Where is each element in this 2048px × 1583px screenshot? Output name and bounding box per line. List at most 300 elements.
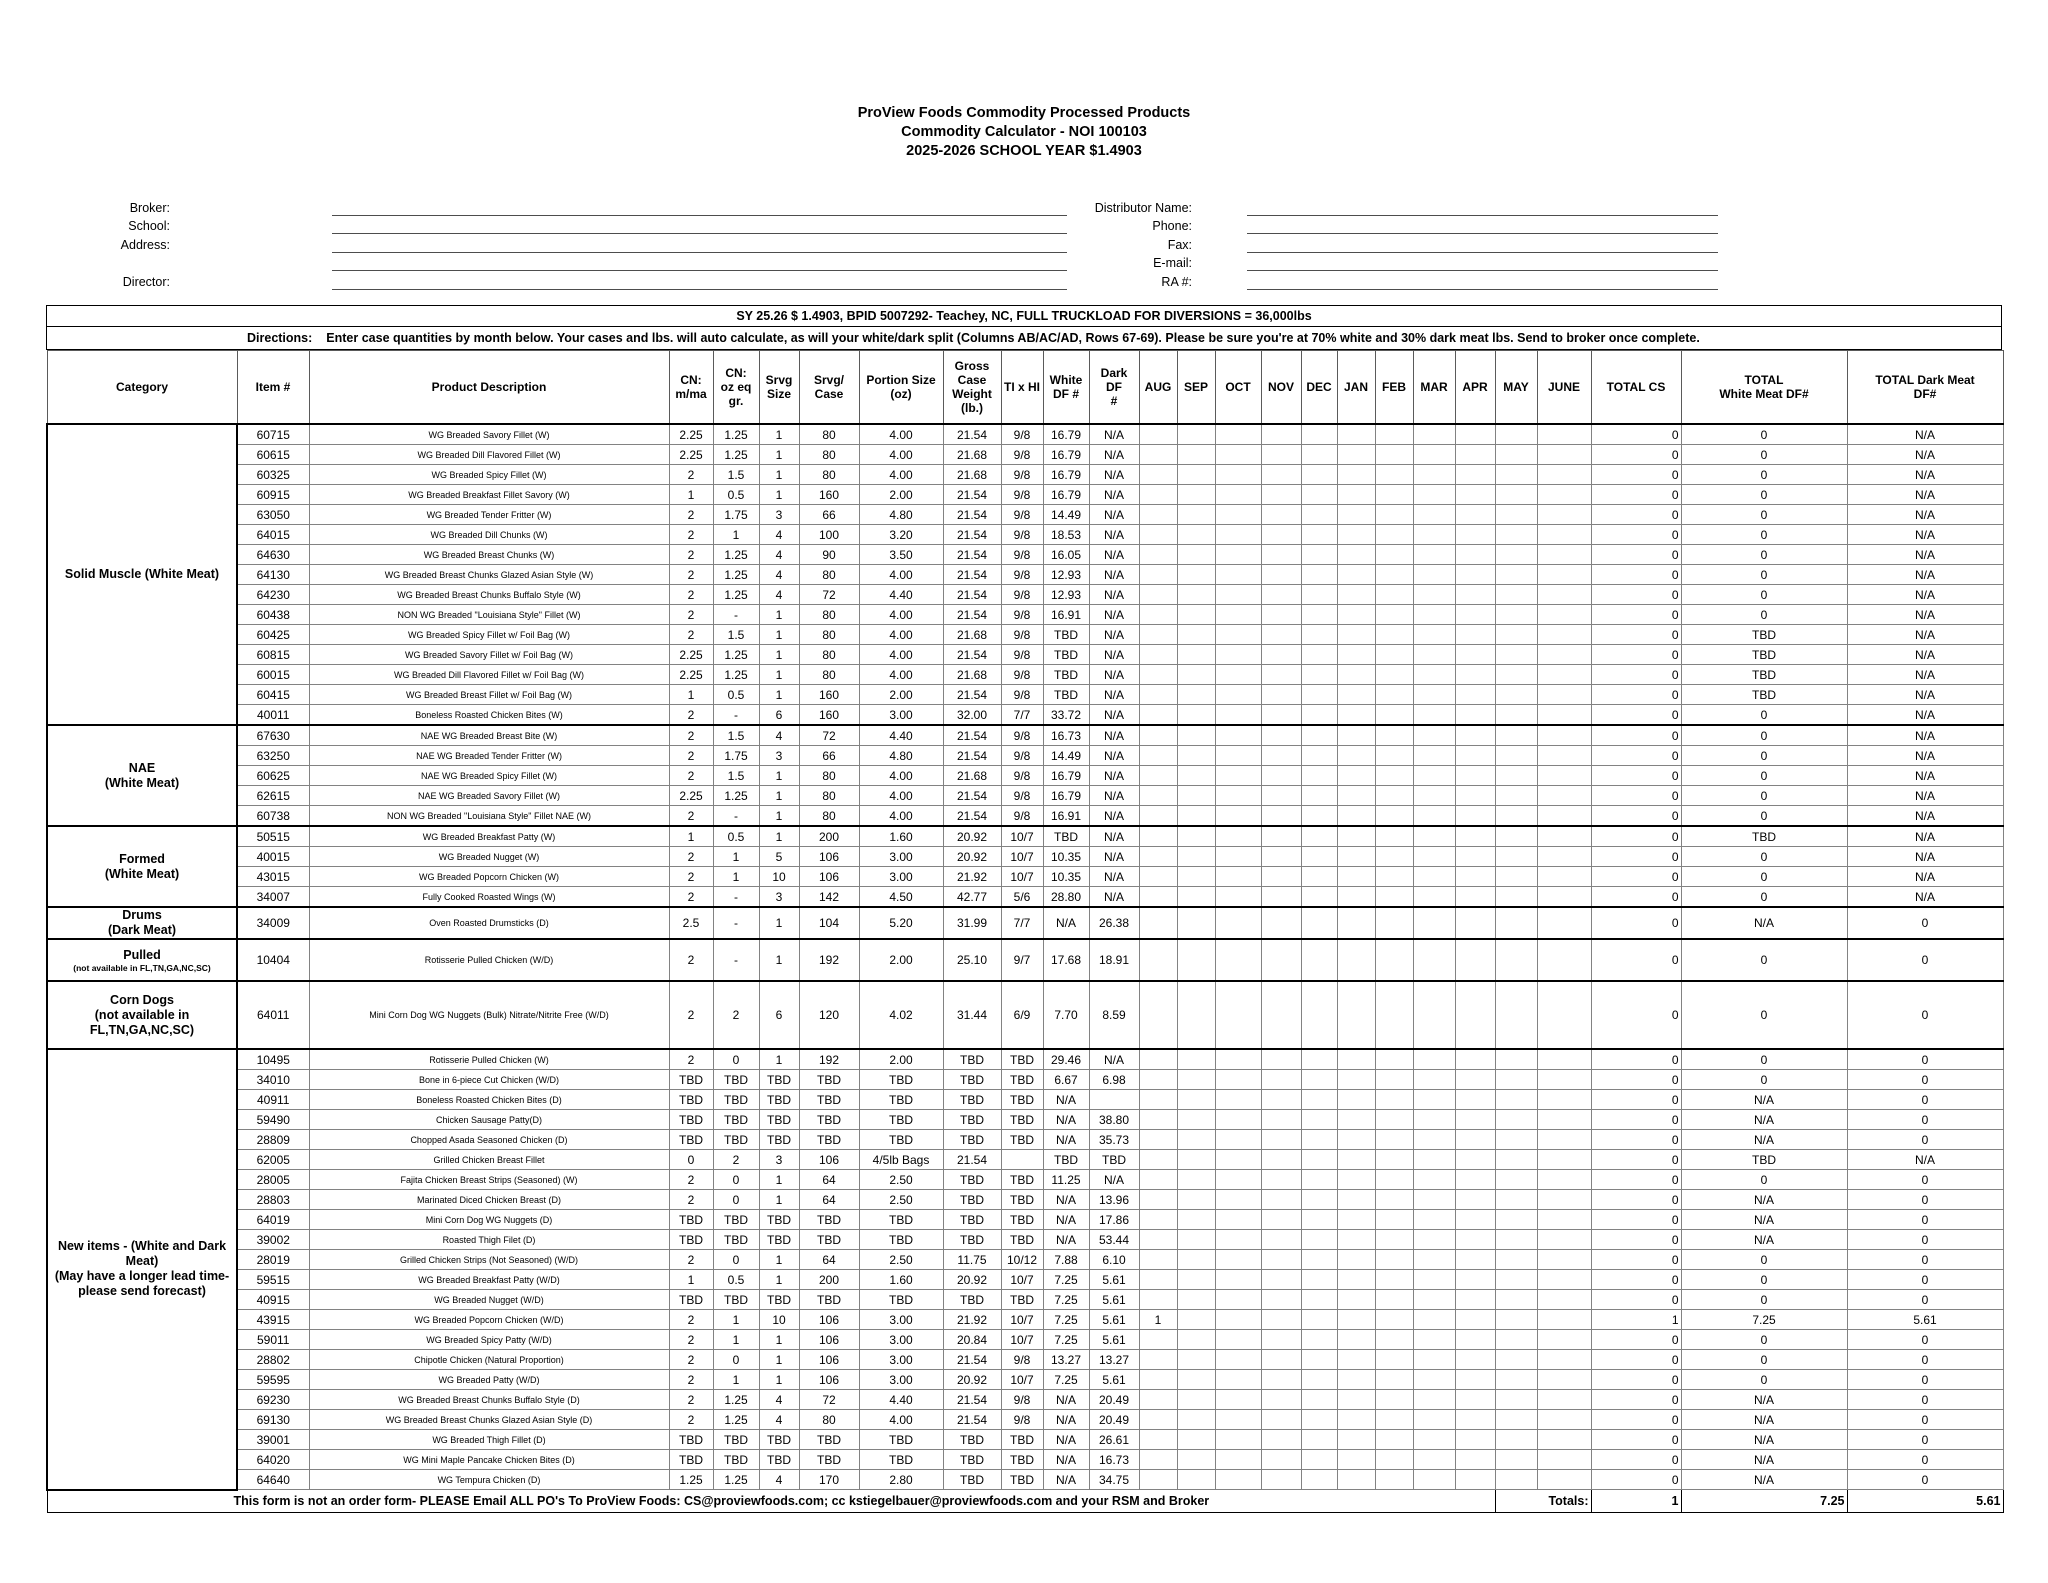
month-qty-cell[interactable] — [1215, 1390, 1261, 1410]
month-qty-cell[interactable] — [1261, 485, 1301, 505]
month-qty-cell[interactable] — [1455, 1190, 1495, 1210]
month-qty-cell[interactable] — [1413, 1390, 1455, 1410]
month-qty-cell[interactable] — [1455, 847, 1495, 867]
month-qty-cell[interactable] — [1301, 725, 1337, 746]
month-qty-cell[interactable] — [1375, 424, 1413, 445]
month-qty-cell[interactable] — [1495, 806, 1537, 827]
month-qty-cell[interactable] — [1413, 545, 1455, 565]
month-qty-cell[interactable] — [1139, 1270, 1177, 1290]
month-qty-cell[interactable] — [1455, 1049, 1495, 1070]
month-qty-cell[interactable] — [1537, 1049, 1591, 1070]
month-qty-cell[interactable] — [1337, 465, 1375, 485]
month-qty-cell[interactable] — [1139, 1090, 1177, 1110]
month-qty-cell[interactable] — [1337, 826, 1375, 847]
month-qty-cell[interactable] — [1537, 485, 1591, 505]
month-qty-cell[interactable] — [1537, 1350, 1591, 1370]
month-qty-cell[interactable] — [1215, 525, 1261, 545]
month-qty-cell[interactable] — [1495, 1049, 1537, 1070]
month-qty-cell[interactable] — [1177, 1390, 1215, 1410]
month-qty-cell[interactable] — [1455, 685, 1495, 705]
month-qty-cell[interactable] — [1455, 1150, 1495, 1170]
month-qty-cell[interactable] — [1537, 625, 1591, 645]
month-qty-cell[interactable] — [1139, 907, 1177, 939]
month-qty-cell[interactable] — [1537, 786, 1591, 806]
month-qty-cell[interactable] — [1177, 585, 1215, 605]
month-qty-cell[interactable] — [1375, 1370, 1413, 1390]
month-qty-cell[interactable] — [1301, 665, 1337, 685]
month-qty-cell[interactable] — [1139, 1250, 1177, 1270]
month-qty-cell[interactable] — [1177, 939, 1215, 981]
month-qty-cell[interactable] — [1375, 1150, 1413, 1170]
month-qty-cell[interactable] — [1177, 485, 1215, 505]
month-qty-cell[interactable] — [1177, 1270, 1215, 1290]
month-qty-cell[interactable] — [1413, 1430, 1455, 1450]
month-qty-cell[interactable] — [1301, 1070, 1337, 1090]
month-qty-cell[interactable] — [1139, 1070, 1177, 1090]
month-qty-cell[interactable] — [1301, 585, 1337, 605]
month-qty-cell[interactable] — [1455, 445, 1495, 465]
month-qty-cell[interactable] — [1215, 1290, 1261, 1310]
month-qty-cell[interactable] — [1139, 1450, 1177, 1470]
month-qty-cell[interactable] — [1337, 1390, 1375, 1410]
month-qty-cell[interactable] — [1413, 1150, 1455, 1170]
month-qty-cell[interactable] — [1375, 685, 1413, 705]
month-qty-cell[interactable] — [1139, 806, 1177, 827]
month-qty-cell[interactable] — [1215, 565, 1261, 585]
month-qty-cell[interactable] — [1375, 585, 1413, 605]
month-qty-cell[interactable] — [1301, 565, 1337, 585]
month-qty-cell[interactable] — [1337, 645, 1375, 665]
month-qty-cell[interactable] — [1301, 746, 1337, 766]
month-qty-cell[interactable] — [1375, 605, 1413, 625]
month-qty-cell[interactable] — [1139, 1110, 1177, 1130]
month-qty-cell[interactable] — [1455, 981, 1495, 1049]
month-qty-cell[interactable] — [1455, 705, 1495, 726]
month-qty-cell[interactable] — [1301, 445, 1337, 465]
month-qty-cell[interactable] — [1337, 746, 1375, 766]
month-qty-cell[interactable] — [1215, 1230, 1261, 1250]
month-qty-cell[interactable] — [1375, 1290, 1413, 1310]
month-qty-cell[interactable] — [1495, 705, 1537, 726]
month-qty-cell[interactable] — [1537, 525, 1591, 545]
month-qty-cell[interactable] — [1301, 1210, 1337, 1230]
month-qty-cell[interactable] — [1455, 725, 1495, 746]
month-qty-cell[interactable] — [1215, 424, 1261, 445]
month-qty-cell[interactable] — [1139, 1290, 1177, 1310]
month-qty-cell[interactable] — [1301, 939, 1337, 981]
month-qty-cell[interactable] — [1177, 505, 1215, 525]
month-qty-cell[interactable] — [1139, 1049, 1177, 1070]
month-qty-cell[interactable]: 1 — [1139, 1310, 1177, 1330]
month-qty-cell[interactable] — [1177, 1110, 1215, 1130]
month-qty-cell[interactable] — [1177, 847, 1215, 867]
month-qty-cell[interactable] — [1455, 1330, 1495, 1350]
month-qty-cell[interactable] — [1301, 887, 1337, 908]
month-qty-cell[interactable] — [1537, 1270, 1591, 1290]
month-qty-cell[interactable] — [1261, 1410, 1301, 1430]
month-qty-cell[interactable] — [1177, 1049, 1215, 1070]
month-qty-cell[interactable] — [1495, 645, 1537, 665]
month-qty-cell[interactable] — [1177, 725, 1215, 746]
month-qty-cell[interactable] — [1537, 907, 1591, 939]
month-qty-cell[interactable] — [1495, 465, 1537, 485]
month-qty-cell[interactable] — [1337, 525, 1375, 545]
month-qty-cell[interactable] — [1139, 445, 1177, 465]
month-qty-cell[interactable] — [1375, 826, 1413, 847]
month-qty-cell[interactable] — [1455, 465, 1495, 485]
month-qty-cell[interactable] — [1215, 665, 1261, 685]
month-qty-cell[interactable] — [1337, 424, 1375, 445]
month-qty-cell[interactable] — [1537, 645, 1591, 665]
month-qty-cell[interactable] — [1215, 1130, 1261, 1150]
month-qty-cell[interactable] — [1375, 766, 1413, 786]
month-qty-cell[interactable] — [1261, 907, 1301, 939]
month-qty-cell[interactable] — [1139, 1210, 1177, 1230]
month-qty-cell[interactable] — [1455, 887, 1495, 908]
month-qty-cell[interactable] — [1261, 1049, 1301, 1070]
month-qty-cell[interactable] — [1537, 605, 1591, 625]
month-qty-cell[interactable] — [1139, 1230, 1177, 1250]
month-qty-cell[interactable] — [1139, 1390, 1177, 1410]
month-qty-cell[interactable] — [1495, 981, 1537, 1049]
month-qty-cell[interactable] — [1301, 1450, 1337, 1470]
month-qty-cell[interactable] — [1495, 1270, 1537, 1290]
month-qty-cell[interactable] — [1537, 565, 1591, 585]
month-qty-cell[interactable] — [1413, 847, 1455, 867]
month-qty-cell[interactable] — [1455, 1310, 1495, 1330]
month-qty-cell[interactable] — [1337, 1410, 1375, 1430]
month-qty-cell[interactable] — [1301, 1090, 1337, 1110]
month-qty-cell[interactable] — [1301, 605, 1337, 625]
month-qty-cell[interactable] — [1301, 806, 1337, 827]
month-qty-cell[interactable] — [1139, 565, 1177, 585]
month-qty-cell[interactable] — [1261, 645, 1301, 665]
month-qty-cell[interactable] — [1455, 1450, 1495, 1470]
month-qty-cell[interactable] — [1215, 1150, 1261, 1170]
month-qty-cell[interactable] — [1495, 1350, 1537, 1370]
month-qty-cell[interactable] — [1375, 1210, 1413, 1230]
month-qty-cell[interactable] — [1537, 1310, 1591, 1330]
month-qty-cell[interactable] — [1413, 1230, 1455, 1250]
month-qty-cell[interactable] — [1337, 625, 1375, 645]
month-qty-cell[interactable] — [1413, 786, 1455, 806]
month-qty-cell[interactable] — [1537, 1250, 1591, 1270]
month-qty-cell[interactable] — [1337, 847, 1375, 867]
month-qty-cell[interactable] — [1177, 1130, 1215, 1150]
month-qty-cell[interactable] — [1215, 1370, 1261, 1390]
month-qty-cell[interactable] — [1177, 826, 1215, 847]
month-qty-cell[interactable] — [1177, 1350, 1215, 1370]
month-qty-cell[interactable] — [1301, 847, 1337, 867]
month-qty-cell[interactable] — [1455, 545, 1495, 565]
month-qty-cell[interactable] — [1495, 1190, 1537, 1210]
month-qty-cell[interactable] — [1177, 1450, 1215, 1470]
month-qty-cell[interactable] — [1215, 907, 1261, 939]
month-qty-cell[interactable] — [1177, 867, 1215, 887]
month-qty-cell[interactable] — [1301, 505, 1337, 525]
month-qty-cell[interactable] — [1495, 786, 1537, 806]
month-qty-cell[interactable] — [1455, 1070, 1495, 1090]
month-qty-cell[interactable] — [1413, 1270, 1455, 1290]
month-qty-cell[interactable] — [1177, 1230, 1215, 1250]
month-qty-cell[interactable] — [1413, 1370, 1455, 1390]
month-qty-cell[interactable] — [1177, 445, 1215, 465]
month-qty-cell[interactable] — [1139, 826, 1177, 847]
month-qty-cell[interactable] — [1413, 1090, 1455, 1110]
month-qty-cell[interactable] — [1413, 746, 1455, 766]
month-qty-cell[interactable] — [1337, 867, 1375, 887]
month-qty-cell[interactable] — [1177, 1290, 1215, 1310]
month-qty-cell[interactable] — [1301, 867, 1337, 887]
month-qty-cell[interactable] — [1337, 485, 1375, 505]
month-qty-cell[interactable] — [1455, 525, 1495, 545]
month-qty-cell[interactable] — [1455, 786, 1495, 806]
month-qty-cell[interactable] — [1413, 1210, 1455, 1230]
month-qty-cell[interactable] — [1215, 939, 1261, 981]
month-qty-cell[interactable] — [1261, 625, 1301, 645]
month-qty-cell[interactable] — [1537, 1330, 1591, 1350]
month-qty-cell[interactable] — [1375, 1450, 1413, 1470]
month-qty-cell[interactable] — [1261, 1190, 1301, 1210]
month-qty-cell[interactable] — [1455, 585, 1495, 605]
month-qty-cell[interactable] — [1495, 766, 1537, 786]
month-qty-cell[interactable] — [1215, 625, 1261, 645]
month-qty-cell[interactable] — [1337, 887, 1375, 908]
month-qty-cell[interactable] — [1337, 1350, 1375, 1370]
month-qty-cell[interactable] — [1375, 1130, 1413, 1150]
month-qty-cell[interactable] — [1337, 939, 1375, 981]
month-qty-cell[interactable] — [1337, 1170, 1375, 1190]
month-qty-cell[interactable] — [1215, 1070, 1261, 1090]
month-qty-cell[interactable] — [1375, 645, 1413, 665]
month-qty-cell[interactable] — [1537, 424, 1591, 445]
month-qty-cell[interactable] — [1413, 1170, 1455, 1190]
month-qty-cell[interactable] — [1413, 1130, 1455, 1150]
month-qty-cell[interactable] — [1337, 705, 1375, 726]
month-qty-cell[interactable] — [1261, 525, 1301, 545]
month-qty-cell[interactable] — [1301, 1270, 1337, 1290]
month-qty-cell[interactable] — [1413, 665, 1455, 685]
month-qty-cell[interactable] — [1301, 1330, 1337, 1350]
month-qty-cell[interactable] — [1455, 1430, 1495, 1450]
month-qty-cell[interactable] — [1413, 705, 1455, 726]
month-qty-cell[interactable] — [1537, 766, 1591, 786]
month-qty-cell[interactable] — [1455, 806, 1495, 827]
month-qty-cell[interactable] — [1301, 1390, 1337, 1410]
month-qty-cell[interactable] — [1495, 545, 1537, 565]
month-qty-cell[interactable] — [1413, 907, 1455, 939]
month-qty-cell[interactable] — [1337, 1090, 1375, 1110]
month-qty-cell[interactable] — [1413, 981, 1455, 1049]
month-qty-cell[interactable] — [1455, 1270, 1495, 1290]
address-input-line-2[interactable] — [332, 252, 1067, 272]
month-qty-cell[interactable] — [1375, 1330, 1413, 1350]
month-qty-cell[interactable] — [1261, 1090, 1301, 1110]
month-qty-cell[interactable] — [1261, 1270, 1301, 1290]
month-qty-cell[interactable] — [1215, 1090, 1261, 1110]
month-qty-cell[interactable] — [1139, 705, 1177, 726]
month-qty-cell[interactable] — [1139, 867, 1177, 887]
month-qty-cell[interactable] — [1215, 1350, 1261, 1370]
month-qty-cell[interactable] — [1413, 1070, 1455, 1090]
month-qty-cell[interactable] — [1139, 685, 1177, 705]
month-qty-cell[interactable] — [1455, 424, 1495, 445]
month-qty-cell[interactable] — [1261, 605, 1301, 625]
month-qty-cell[interactable] — [1455, 766, 1495, 786]
month-qty-cell[interactable] — [1455, 907, 1495, 939]
month-qty-cell[interactable] — [1261, 826, 1301, 847]
month-qty-cell[interactable] — [1177, 1430, 1215, 1450]
month-qty-cell[interactable] — [1301, 1230, 1337, 1250]
month-qty-cell[interactable] — [1139, 605, 1177, 625]
month-qty-cell[interactable] — [1139, 725, 1177, 746]
month-qty-cell[interactable] — [1301, 645, 1337, 665]
broker-input-line[interactable] — [332, 196, 1067, 216]
month-qty-cell[interactable] — [1495, 939, 1537, 981]
month-qty-cell[interactable] — [1177, 1410, 1215, 1430]
month-qty-cell[interactable] — [1375, 725, 1413, 746]
month-qty-cell[interactable] — [1337, 445, 1375, 465]
month-qty-cell[interactable] — [1495, 1210, 1537, 1230]
month-qty-cell[interactable] — [1301, 786, 1337, 806]
month-qty-cell[interactable] — [1375, 746, 1413, 766]
month-qty-cell[interactable] — [1495, 685, 1537, 705]
month-qty-cell[interactable] — [1301, 625, 1337, 645]
month-qty-cell[interactable] — [1139, 939, 1177, 981]
month-qty-cell[interactable] — [1495, 1390, 1537, 1410]
month-qty-cell[interactable] — [1337, 725, 1375, 746]
month-qty-cell[interactable] — [1261, 746, 1301, 766]
month-qty-cell[interactable] — [1177, 1250, 1215, 1270]
month-qty-cell[interactable] — [1261, 1310, 1301, 1330]
month-qty-cell[interactable] — [1139, 746, 1177, 766]
month-qty-cell[interactable] — [1495, 665, 1537, 685]
month-qty-cell[interactable] — [1375, 806, 1413, 827]
month-qty-cell[interactable] — [1537, 1090, 1591, 1110]
month-qty-cell[interactable] — [1413, 424, 1455, 445]
month-qty-cell[interactable] — [1495, 1450, 1537, 1470]
month-qty-cell[interactable] — [1455, 665, 1495, 685]
month-qty-cell[interactable] — [1495, 1250, 1537, 1270]
month-qty-cell[interactable] — [1139, 585, 1177, 605]
month-qty-cell[interactable] — [1537, 685, 1591, 705]
month-qty-cell[interactable] — [1537, 1290, 1591, 1310]
month-qty-cell[interactable] — [1261, 847, 1301, 867]
month-qty-cell[interactable] — [1337, 907, 1375, 939]
month-qty-cell[interactable] — [1301, 705, 1337, 726]
month-qty-cell[interactable] — [1177, 545, 1215, 565]
month-qty-cell[interactable] — [1455, 1250, 1495, 1270]
month-qty-cell[interactable] — [1301, 1190, 1337, 1210]
month-qty-cell[interactable] — [1139, 625, 1177, 645]
month-qty-cell[interactable] — [1413, 645, 1455, 665]
month-qty-cell[interactable] — [1301, 826, 1337, 847]
month-qty-cell[interactable] — [1375, 1110, 1413, 1130]
month-qty-cell[interactable] — [1139, 505, 1177, 525]
month-qty-cell[interactable] — [1261, 786, 1301, 806]
month-qty-cell[interactable] — [1413, 867, 1455, 887]
month-qty-cell[interactable] — [1139, 1350, 1177, 1370]
phone-input-line[interactable] — [1247, 215, 1718, 235]
month-qty-cell[interactable] — [1301, 465, 1337, 485]
month-qty-cell[interactable] — [1537, 725, 1591, 746]
month-qty-cell[interactable] — [1375, 445, 1413, 465]
month-qty-cell[interactable] — [1537, 867, 1591, 887]
month-qty-cell[interactable] — [1139, 665, 1177, 685]
month-qty-cell[interactable] — [1537, 847, 1591, 867]
month-qty-cell[interactable] — [1375, 1350, 1413, 1370]
month-qty-cell[interactable] — [1537, 1150, 1591, 1170]
month-qty-cell[interactable] — [1215, 847, 1261, 867]
month-qty-cell[interactable] — [1537, 939, 1591, 981]
month-qty-cell[interactable] — [1455, 1410, 1495, 1430]
month-qty-cell[interactable] — [1261, 1110, 1301, 1130]
month-qty-cell[interactable] — [1301, 1130, 1337, 1150]
month-qty-cell[interactable] — [1495, 1290, 1537, 1310]
month-qty-cell[interactable] — [1455, 645, 1495, 665]
month-qty-cell[interactable] — [1495, 1370, 1537, 1390]
month-qty-cell[interactable] — [1455, 1350, 1495, 1370]
month-qty-cell[interactable] — [1413, 485, 1455, 505]
month-qty-cell[interactable] — [1215, 806, 1261, 827]
month-qty-cell[interactable] — [1413, 505, 1455, 525]
month-qty-cell[interactable] — [1261, 705, 1301, 726]
month-qty-cell[interactable] — [1455, 605, 1495, 625]
month-qty-cell[interactable] — [1261, 1170, 1301, 1190]
month-qty-cell[interactable] — [1537, 705, 1591, 726]
month-qty-cell[interactable] — [1495, 867, 1537, 887]
month-qty-cell[interactable] — [1337, 685, 1375, 705]
month-qty-cell[interactable] — [1215, 867, 1261, 887]
month-qty-cell[interactable] — [1413, 445, 1455, 465]
month-qty-cell[interactable] — [1261, 1290, 1301, 1310]
email-input-line[interactable] — [1247, 252, 1718, 272]
month-qty-cell[interactable] — [1177, 424, 1215, 445]
month-qty-cell[interactable] — [1261, 545, 1301, 565]
month-qty-cell[interactable] — [1139, 1410, 1177, 1430]
month-qty-cell[interactable] — [1139, 485, 1177, 505]
month-qty-cell[interactable] — [1177, 665, 1215, 685]
month-qty-cell[interactable] — [1261, 1450, 1301, 1470]
month-qty-cell[interactable] — [1215, 485, 1261, 505]
month-qty-cell[interactable] — [1301, 424, 1337, 445]
month-qty-cell[interactable] — [1177, 806, 1215, 827]
month-qty-cell[interactable] — [1375, 907, 1413, 939]
month-qty-cell[interactable] — [1215, 465, 1261, 485]
month-qty-cell[interactable] — [1495, 1090, 1537, 1110]
month-qty-cell[interactable] — [1301, 1110, 1337, 1130]
month-qty-cell[interactable] — [1177, 887, 1215, 908]
month-qty-cell[interactable] — [1455, 565, 1495, 585]
month-qty-cell[interactable] — [1495, 505, 1537, 525]
month-qty-cell[interactable] — [1455, 1130, 1495, 1150]
month-qty-cell[interactable] — [1375, 1470, 1413, 1490]
month-qty-cell[interactable] — [1177, 685, 1215, 705]
month-qty-cell[interactable] — [1177, 981, 1215, 1049]
month-qty-cell[interactable] — [1261, 1230, 1301, 1250]
director-input-line[interactable] — [332, 270, 1067, 290]
month-qty-cell[interactable] — [1455, 625, 1495, 645]
month-qty-cell[interactable] — [1413, 605, 1455, 625]
month-qty-cell[interactable] — [1215, 645, 1261, 665]
month-qty-cell[interactable] — [1455, 746, 1495, 766]
month-qty-cell[interactable] — [1215, 1430, 1261, 1450]
month-qty-cell[interactable] — [1375, 1090, 1413, 1110]
month-qty-cell[interactable] — [1375, 545, 1413, 565]
month-qty-cell[interactable] — [1537, 826, 1591, 847]
month-qty-cell[interactable] — [1139, 1190, 1177, 1210]
month-qty-cell[interactable] — [1301, 1370, 1337, 1390]
